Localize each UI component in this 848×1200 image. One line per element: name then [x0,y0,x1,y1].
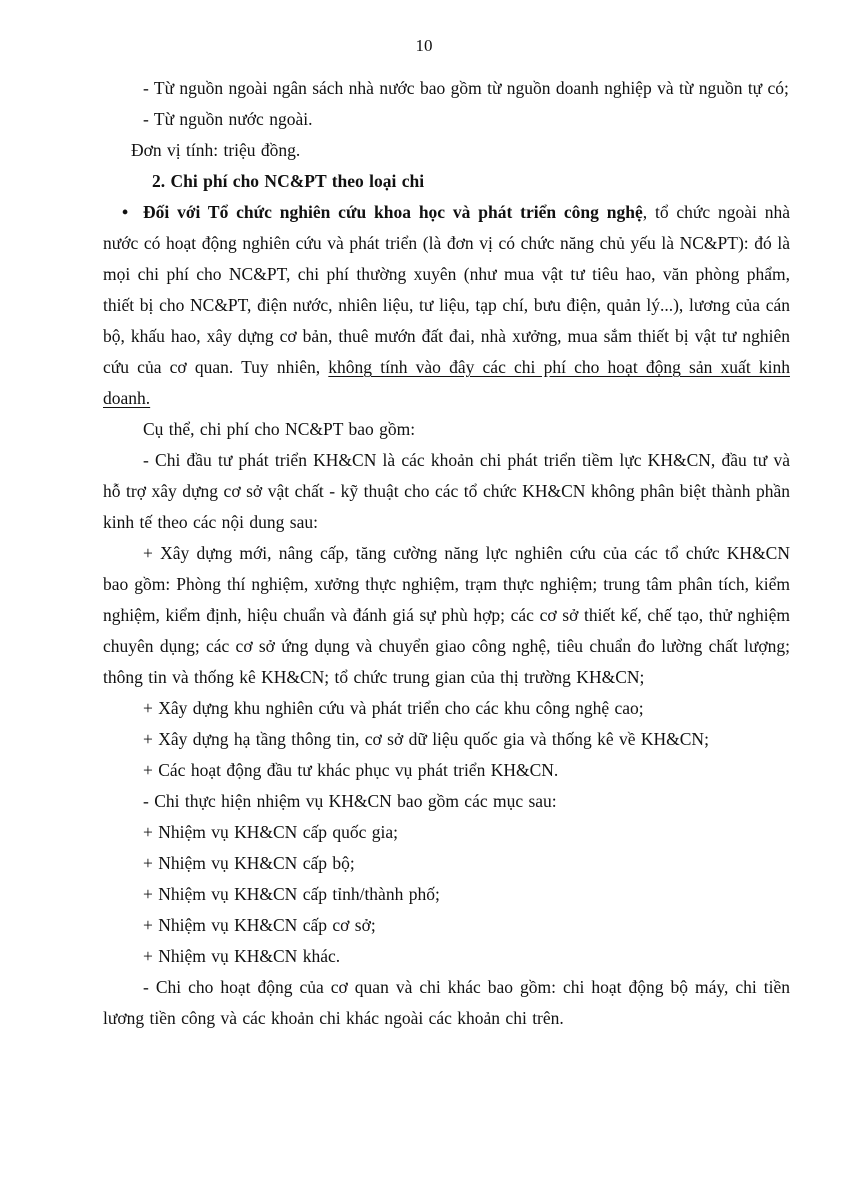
text-run: + Xây dựng hạ tầng thông tin, cơ sở dữ liệu quốc gia và thống kê về KH&CN; [143,729,709,749]
page-number: 10 [415,36,433,55]
text-run: , tổ chức ngoài nhà nước có hoạt động nghiên cứu và phát triển (là đơn vị có chức năng chủ yếu là NC&PT): đó là mọi chi phí cho NC&PT, chi phí thường xuyên (như mua vật tư tiêu hao, văn phòng phẩm, thiết bị cho NC&PT, điện nước, nhiên liệu, tư liệu, tạp chí, bưu điện, quản lý...), lương của cán bộ, khấu hao, xây dựng cơ bản, thuê mướn đất đai, nhà xưởng, mua sắm thiết bị vật tư nghiên cứu của cơ quan. Tuy nhiên, [103,202,790,377]
text-run: Cụ thể, chi phí cho NC&PT bao gồm: [143,419,416,439]
paragraph-funding-source-nongovernment [103,73,790,104]
paragraph-bullet-research-organizations [103,197,790,414]
text-run: + Xây dựng khu nghiên cứu và phát triển cho các khu công nghệ cao; [143,698,644,718]
paragraph-task-grassroots [103,910,790,941]
text-run: không tính vào đây các chi phí cho hoạt động sản xuất kinh doanh. [103,357,790,408]
paragraph-investment-expense [103,445,790,538]
paragraph-cost-detail-intro [103,414,790,445]
paragraph-unit-note [103,135,790,166]
paragraph-investment-item-hightech-zones [103,693,790,724]
text-run: + Các hoạt động đầu tư khác phục vụ phát triển KH&CN. [143,760,559,780]
text-run: + Xây dựng mới, nâng cấp, tăng cường năng lực nghiên cứu của các tổ chức KH&CN bao gồm: Phòng thí nghiệm, xưởng thực nghiệm, trạm thực nghiệm; trung tâm phân tích, kiểm nghiệm, kiểm định, hiệu chuẩn và đánh giá sự phù hợp; các cơ sở thiết kế, chế tạo, thử nghiệm chuyên dụng; các cơ sở ứng dụng và chuyển giao công nghệ, tiêu chuẩn đo lường chất lượng; thông tin và thống kê KH&CN; tổ chức trung gian của thị trường KH&CN; [103,543,790,687]
bullet-marker: • [122,202,129,222]
text-run: - Từ nguồn nước ngoài. [143,109,313,129]
paragraph-task-expense-intro [103,786,790,817]
text-run: - Từ nguồn ngoài ngân sách nhà nước bao gồm từ nguồn doanh nghiệp và từ nguồn tự có; [143,78,789,98]
paragraph-investment-item-capacity [103,538,790,693]
paragraph-task-other [103,941,790,972]
paragraph-investment-item-infrastructure [103,724,790,755]
paragraph-investment-item-other [103,755,790,786]
text-run: Đơn vị tính: triệu đồng. [131,140,301,160]
paragraph-funding-source-foreign [103,104,790,135]
text-run: - Chi đầu tư phát triển KH&CN là các khoản chi phát triển tiềm lực KH&CN, đầu tư và hỗ trợ xây dựng cơ sở vật chất - kỹ thuật cho các tổ chức KH&CN không phân biệt thành phần kinh tế theo các nội dung sau: [103,450,790,532]
text-run: + Nhiệm vụ KH&CN cấp cơ sở; [143,915,376,935]
text-run: - Chi cho hoạt động của cơ quan và chi khác bao gồm: chi hoạt động bộ máy, chi tiền lương tiền công và các khoản chi khác ngoài các khoản chi trên. [103,977,790,1028]
text-run: + Nhiệm vụ KH&CN cấp tỉnh/thành phố; [143,884,440,904]
text-run: + Nhiệm vụ KH&CN cấp bộ; [143,853,355,873]
text-run: + Nhiệm vụ KH&CN khác. [143,946,341,966]
text-run: + Nhiệm vụ KH&CN cấp quốc gia; [143,822,398,842]
text-run: Đối với Tổ chức nghiên cứu khoa học và phát triển công nghệ [143,202,643,222]
paragraph-task-province [103,879,790,910]
text-run: - Chi thực hiện nhiệm vụ KH&CN bao gồm các mục sau: [143,791,557,811]
document-body [0,73,848,1034]
paragraph-task-ministry [103,848,790,879]
paragraph-section-heading [103,166,790,197]
paragraph-task-national [103,817,790,848]
paragraph-agency-operation-expense [103,972,790,1034]
text-run: 2. Chi phí cho NC&PT theo loại chi [152,171,425,191]
